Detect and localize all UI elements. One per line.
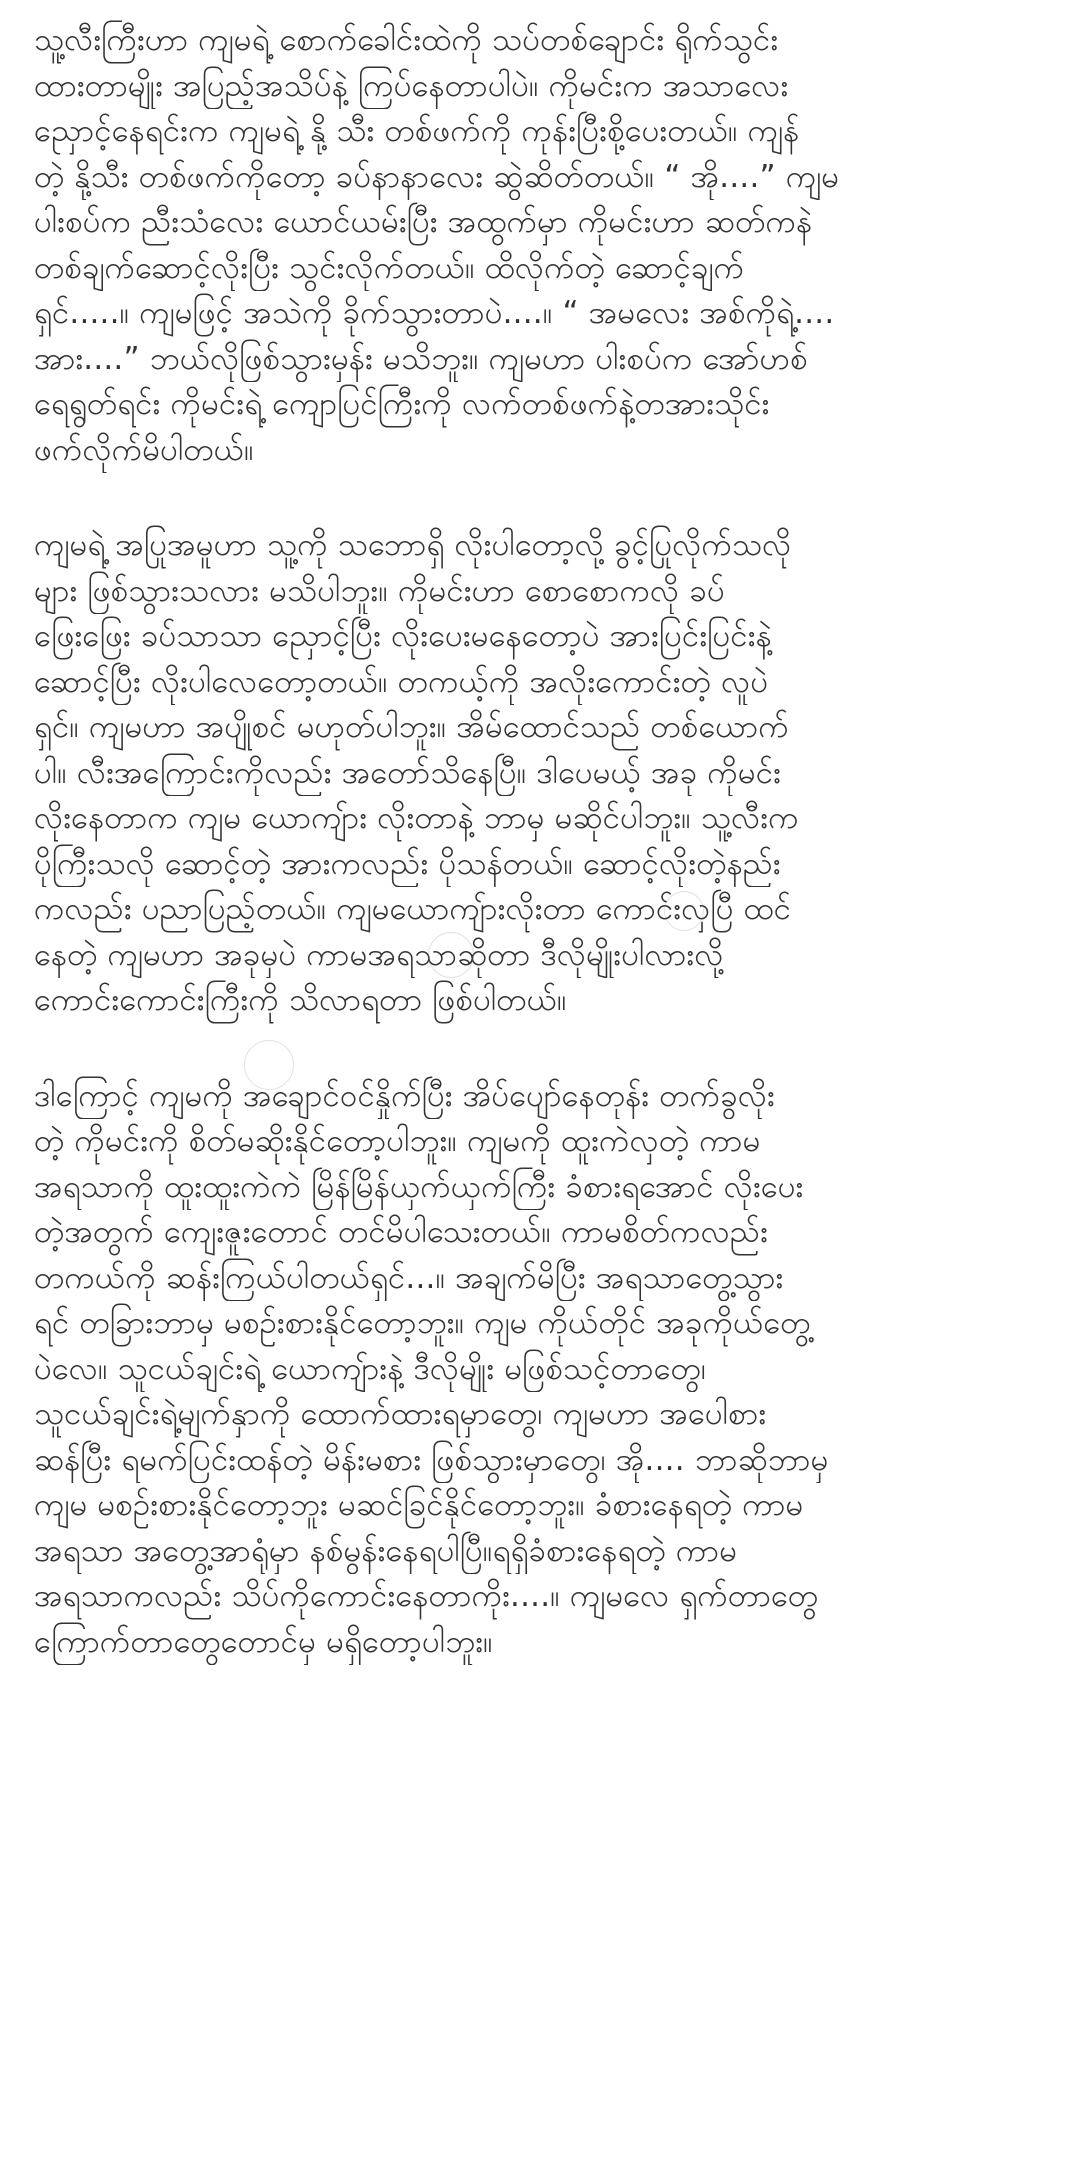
- text-line: ကလည်း ပညာပြည့်တယ်။ ကျမယောကျ်ားလိုးတာ ကောင်းလှပြီ ထင်: [34, 891, 792, 927]
- paragraph-2: [34, 523, 1052, 1024]
- text-line: များ ဖြစ်သွားသလား မသိပါဘူး။ ကိုမင်းဟာ စောစောကလို ခပ်: [34, 572, 725, 609]
- text-line: အရသာ အတွေ့အာရုံမှာ နစ်မွန်းနေရပါပြီ။ရရှိခံစားနေရတဲ့ ကာမ: [34, 1532, 738, 1569]
- text-line: နေတဲ့ ကျမဟာ အခုမှပဲ ကာမအရသာဆိုတာ ဒီလိုမျိုးပါလားလို့: [34, 936, 724, 973]
- text-line: ရင် တခြားဘာမှ မစဥ်းစားနိုင်တော့ဘူး။ ကျမ ကိုယ်တိုင် အခုကိုယ်တွေ့: [34, 1305, 811, 1341]
- text-line: အရသာကလည်း သိပ်ကိုကောင်းနေတာကိုး....။ ကျမလေ ရှက်တာတွေ: [34, 1578, 819, 1614]
- text-line: သူ့လီးကြီးဟာ ကျမရဲ့ စောက်ခေါင်းထဲကို သပ်တစ်ချောင်း ရိုက်သွင်း: [34, 22, 779, 58]
- paragraph-3: [34, 1074, 1052, 1666]
- text-line: ဆန်ပြီး ရမက်ပြင်းထန်တဲ့ မိန်းမစား ဖြစ်သွားမှာတွေ၊ အို.... ဘာဆိုဘာမှ: [34, 1441, 829, 1478]
- text-line: ပဲလေ။ သူငယ်ချင်းရဲ့ ယောကျ်ားနဲ့ ဒီလိုမျိုး မဖြစ်သင့်တာတွေ၊: [34, 1350, 707, 1387]
- paragraph-1: [34, 18, 1052, 473]
- text-line: ဖြေးဖြေး ခပ်သာသာ ညှောင့်ပြီး လိုးပေးမနေတော့ပဲ အားပြင်းပြင်းနဲ့: [34, 618, 772, 654]
- text-line: ကြောက်တာတွေတောင်မှ မရှိတော့ပါဘူး။: [34, 1623, 493, 1660]
- text-line: လိုးနေတာက ကျမ ယောကျ်ား လိုးတာနဲ့ ဘာမှ မဆိုင်ပါဘူး။ သူ့လီးက: [34, 800, 799, 836]
- paragraph-spacer: [34, 473, 1052, 523]
- text-line: ထားတာမျိုး အပြည့်အသိပ်နဲ့ ကြပ်နေတာပါပဲ။ ကိုမင်းက အသာလေး: [34, 67, 789, 104]
- text-line: ပိုကြီးသလို ဆောင့်တဲ့ အားကလည်း ပိုသန်တယ်။ ဆောင့်လိုးတဲ့နည်း: [34, 845, 781, 882]
- text-line: အရသာကို ထူးထူးကဲကဲ မြိန်မြိန်ယှက်ယှက်ကြီး ခံစားရအောင် လိုးပေး: [34, 1168, 804, 1205]
- text-line: ကောင်းကောင်းကြီးကို သိလာရတာ ဖြစ်ပါတယ်။: [34, 982, 567, 1018]
- text-line: တဲ့ ကိုမင်းကို စိတ်မဆိုးနိုင်တော့ပါဘူး။ ကျမကို ထူးကဲလှတဲ့ ကာမ: [34, 1123, 761, 1159]
- text-line: တကယ်ကို ဆန်းကြယ်ပါတယ်ရှင်...။ အချက်မိပြီး အရသာတွေ့သွား: [34, 1259, 784, 1296]
- text-line: အား....” ဘယ်လိုဖြစ်သွားမှန်း မသိဘူး။ ကျမဟာ ပါးစပ်က အော်ဟစ်: [34, 340, 808, 377]
- text-line: တဲ့အတွက် ကျေးဇူးတောင် တင်မိပါသေးတယ်။ ကာမစိတ်ကလည်း: [34, 1214, 769, 1250]
- text-line: ပါးစပ်က ညီးသံလေး ယောင်ယမ်းပြီး အထွက်မှာ ကိုမင်းဟာ ဆတ်ကနဲ: [34, 204, 813, 240]
- text-line: ညှောင့်နေရင်းက ကျမရဲ့ နို့ သီး တစ်ဖက်ကို ကုန်းပြီးစို့ပေးတယ်။ ကျန်: [34, 113, 800, 149]
- text-line: ကျမရဲ့ အပြုအမူဟာ သူ့ကို သဘောရှိ လိုးပါတော့လို့ ခွင့်ပြုလိုက်သလို: [34, 527, 792, 563]
- paragraph-spacer: [34, 1024, 1052, 1074]
- text-line: ရှင်။ ကျမဟာ အပျိုစင် မဟုတ်ပါဘူး။ အိမ်ထောင်သည် တစ်ယောက်: [34, 709, 789, 745]
- text-line: ဖက်လိုက်မိပါတယ်။: [34, 431, 254, 468]
- text-line: သူငယ်ချင်းရဲ့မျက်နှာကို ထောက်ထားရမှာတွေ၊ ကျမဟာ အပေါစား: [34, 1396, 767, 1432]
- text-line: ဆောင့်ပြီး လိုးပါလေတော့တယ်။ တကယ့်ကို အလိုးကောင်းတဲ့ လူပဲ: [34, 663, 769, 700]
- text-line: ဒါကြောင့် ကျမကို အချောင်ဝင်နှိုက်ပြီး အိပ်ပျော်နေတုန်း တက်ခွလိုး: [34, 1077, 775, 1114]
- text-line: ရှင်.....။ ကျမဖြင့် အသဲကို ခိုက်သွားတာပဲ....။ “ အမလေး အစ်ကိုရဲ့....: [34, 295, 835, 331]
- text-line: ကျမ မစဥ်းစားနိုင်တော့ဘူး မဆင်ခြင်နိုင်တော့ဘူး။ ခံစားနေရတဲ့ ကာမ: [34, 1487, 804, 1523]
- text-line: တဲ့ နို့သီး တစ်ဖက်ကိုတော့ ခပ်နာနာလေး ဆွဲဆိတ်တယ်။ “ အို....” ကျမ: [34, 158, 840, 195]
- text-line: တစ်ချက်ဆောင့်လိုးပြီး သွင်းလိုက်တယ်။ ထိလိုက်တဲ့ ဆောင့်ချက်: [34, 249, 745, 286]
- text-line: ပါ။ လီးအကြောင်းကိုလည်း အတော်သိနေပြီ။ ဒါပေမယ့် အခု ကိုမင်း: [34, 754, 782, 791]
- text-line: ရေရွတ်ရင်း ကိုမင်းရဲ့ ကျောပြင်ကြီးကို လက်တစ်ဖက်နဲ့တအားသိုင်း: [34, 386, 770, 422]
